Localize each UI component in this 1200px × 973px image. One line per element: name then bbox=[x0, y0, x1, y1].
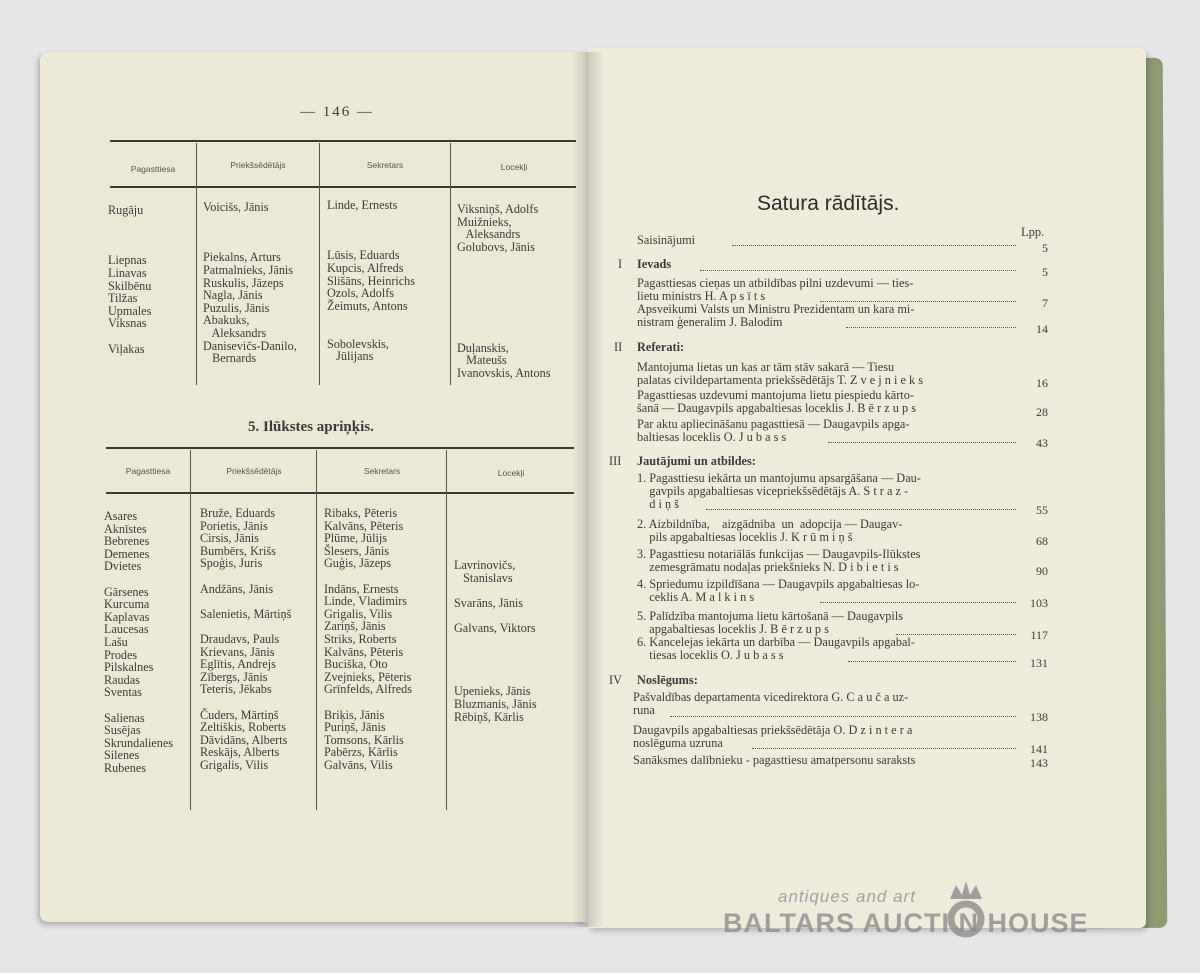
table-column-priekssedetajs: Bruže, Eduards Porietis, Jānis Cirsis, Jānis Bumbērs, Krišs Spoģis, Juris Andžāns, Jānis Salenietis, Mārtiņš Draudavs, Pauls Krievans, Jānis Eglītis, Andrejs Zībergs, Jānis Teteris, Jēkabs Čuders, Mārtiņš Zeltiškis, Roberts Dāvidāns, Alberts Reskājs, Alberts Grigalis, Vilis bbox=[200, 506, 292, 772]
dot-leader bbox=[848, 661, 1016, 662]
toc-entry-page: 5 bbox=[1042, 241, 1048, 255]
column-header-pagasttiesa: Pagasttiesa bbox=[125, 466, 171, 476]
toc-entry-page: 141 bbox=[1030, 742, 1048, 756]
section-title: 5. Ilūkstes apriņķis. bbox=[248, 419, 374, 435]
toc-entry-text: Sanāksmes dalībnieku - pagasttiesu amatpersonu saraksts bbox=[633, 753, 916, 767]
toc-entry-text: 4. Spriedumu izpildīšana — Daugavpils apgabaltiesas lo- ceklis A. M a l k i n s bbox=[637, 577, 920, 604]
toc-title: Satura rādītājs. bbox=[757, 192, 900, 215]
toc-entry-page: 103 bbox=[1030, 596, 1048, 610]
page-number: — 146 — bbox=[300, 104, 374, 120]
toc-entry-text: Mantojuma lietas un kas ar tām stāv sakarā — Tiesu palatas civildepartamenta priekšsēdētājs T. Z v e j n i e k s bbox=[637, 360, 924, 387]
book-gutter bbox=[572, 52, 604, 927]
toc-entry-page: 138 bbox=[1030, 710, 1048, 724]
dot-leader bbox=[670, 716, 1016, 717]
table-column-pagasttiesa: Asares Aknīstes Bebrenes Demenes Dvietes Gārsenes Kurcuma Kaplavas Laucesas Lašu Prodes Pilskalnes Raudas Sventas Salienas Susējas Skrundalienes Silenes Rubenes bbox=[104, 509, 174, 775]
left-page bbox=[40, 52, 588, 922]
table-column-pagasttiesa: Rugāju Liepnas Linavas Skilbēnu Tilžas Upmales Viksnas Viļakas bbox=[108, 203, 152, 356]
toc-entry-text: 3. Pagasttiesu notariālās funkcijas — Daugavpils-Ilūkstes zemesgrāmatu nodaļas priekšnieks N. D i b i e t i s bbox=[637, 547, 921, 574]
section-numeral: I bbox=[618, 257, 623, 271]
toc-entry-text: Saisinājumi bbox=[637, 233, 696, 247]
dot-leader bbox=[700, 270, 1016, 271]
section-numeral: III bbox=[609, 454, 622, 468]
column-divider bbox=[196, 143, 197, 385]
toc-entry-page: 90 bbox=[1036, 564, 1048, 578]
toc-entry-text: Pagasttiesas cieņas un atbildības pilni uzdevumi — ties- lietu ministrs H. A p s ī t s bbox=[637, 276, 914, 303]
dot-leader bbox=[828, 442, 1016, 443]
column-header-priekssedetajs: Priekšsēdētājs bbox=[226, 466, 282, 476]
toc-entry-text: Daugavpils apgabaltiesas priekšsēdētāja O. D z i n t e r a noslēguma uzruna bbox=[633, 723, 913, 750]
table-column-sekretars: Ribaks, Pēteris Kalvāns, Pēteris Plūme, Jūlijs Šlesers, Jānis Guģis, Jāzeps Indāns, Ernests Linde, Vladimirs Grigalis, Vilis Zariņš, Jānis Striks, Roberts Kalvāns, Pēteris Buciška, Oto Zvejnieks, Pēteris Grīnfelds, Alfreds Briķis, Jānis Puriņš, Jānis Tomsons, Kārlis Pabērzs, Kārlis Galvāns, Vilis bbox=[324, 506, 413, 772]
toc-entry-text: 1. Pagasttiesu iekārta un mantojumu apsargāšana — Dau- gavpils apgabaltiesas vicepriekšsēdētājs A. S t r a z - d i ņ š bbox=[637, 471, 921, 511]
toc-entry-text: Pagasttiesas uzdevumi mantojuma lietu piespiedu kārto- šanā — Daugavpils apgabaltiesas loceklis J. B ē r z u p s bbox=[637, 388, 917, 415]
toc-entry-page: 68 bbox=[1036, 534, 1048, 548]
table-column-sekretars: Linde, Ernests Lūsis, Eduards Kupcis, Alfreds Slišāns, Heinrichs Ozols, Adolfs Žeimuts, Antons Sobolevskis, Jūlijans bbox=[327, 198, 416, 364]
page-column-label: Lpp. bbox=[1021, 225, 1045, 239]
toc-entry-page: 16 bbox=[1036, 376, 1048, 390]
toc-entry-page: 5 bbox=[1042, 265, 1048, 279]
table-column-locekli: Lavrinovičs, Stanislavs Svarāns, Jānis Galvans, Viktors Upenieks, Jānis Bluzmanis, Jānis Rēbiņš, Kārlis bbox=[454, 558, 537, 724]
table-column-locekli: Viksniņš, Adolfs Muižnieks, Aleksandrs Golubovs, Jānis Duļanskis, Mateušs Ivanovskis, Antons bbox=[457, 202, 551, 380]
table-header-rule bbox=[106, 492, 574, 494]
column-header-sekretars: Sekretars bbox=[363, 466, 401, 476]
toc-entry-text: Pašvaldības departamenta vicedirektora G. C a u č a uz- runa bbox=[633, 690, 909, 717]
toc-entry-page: 14 bbox=[1036, 322, 1048, 336]
section-numeral: II bbox=[614, 340, 623, 354]
crown-logo-icon bbox=[946, 877, 986, 939]
column-header-pagasttiesa: Pagasttiesa bbox=[130, 164, 176, 174]
column-header-locekli: Locekļi bbox=[500, 162, 528, 172]
table-top-rule bbox=[106, 447, 574, 449]
toc-entry-page: 117 bbox=[1030, 628, 1048, 642]
toc-entry-text: 5. Palīdzība mantojuma lietu kārtošanā — Daugavpils apgabaltiesas loceklis J. B ē r z u p s bbox=[637, 609, 904, 636]
dot-leader bbox=[846, 327, 1016, 328]
dot-leader bbox=[752, 748, 1016, 749]
toc-entry-page: 131 bbox=[1030, 656, 1048, 670]
dot-leader bbox=[706, 509, 1016, 510]
toc-entry-text: Par aktu apliecināšanu pagasttiesā — Daugavpils apga- baltiesas loceklis O. J u b a s s bbox=[637, 417, 910, 444]
toc-entry-text: Referati: bbox=[637, 340, 685, 354]
toc-entry-text: Ievads bbox=[637, 257, 672, 271]
column-divider bbox=[450, 143, 451, 385]
toc-entry-text: Noslēgums: bbox=[637, 673, 698, 687]
toc-entry-text: 6. Kancelejas iekārta un darbība — Daugavpils apgabal- tiesas loceklis O. J u b a s s bbox=[637, 635, 915, 662]
toc-entry-text: 2. Aizbildnība, aizgādniba un adopcija — Daugav- pils apgabaltiesas loceklis J. K r ū m i ņ š bbox=[637, 517, 903, 544]
column-divider bbox=[316, 450, 317, 810]
toc-entry-text: Apsveikumi Valsts un Ministru Prezidentam un kara mi- nistram ģeneralim J. Balodim bbox=[637, 302, 915, 329]
toc-entry-page: 43 bbox=[1036, 436, 1048, 450]
section-numeral: IV bbox=[609, 673, 622, 687]
watermark-brand: BALTARS AUCTI N HOUSE bbox=[723, 908, 1089, 938]
table-column-priekssedetajs: Voicišs, Jānis Piekalns, Arturs Patmalnieks, Jānis Ruskulis, Jāzeps Nagla, Jānis Puzulis, Jānis Abakuks, Aleksandrs Danisevičs-Danilo, Bernards bbox=[203, 200, 297, 366]
column-divider bbox=[319, 143, 320, 385]
table-top-rule bbox=[110, 140, 576, 142]
table-header-rule bbox=[110, 186, 576, 188]
toc-entry-page: 55 bbox=[1036, 503, 1048, 517]
toc-entry-page: 143 bbox=[1030, 756, 1048, 770]
column-header-priekssedetajs: Priekšsēdētājs bbox=[230, 160, 286, 170]
toc-entry-page: 7 bbox=[1042, 296, 1048, 310]
watermark-tagline: antiques and art bbox=[778, 887, 916, 906]
toc-entry-page: 28 bbox=[1036, 405, 1048, 419]
column-divider bbox=[190, 450, 191, 810]
column-header-sekretars: Sekretars bbox=[366, 160, 404, 170]
dot-leader bbox=[732, 245, 1016, 246]
column-header-locekli: Locekļi bbox=[497, 468, 525, 478]
toc-entry-text: Jautājumi un atbildes: bbox=[637, 454, 756, 468]
column-divider bbox=[446, 450, 447, 810]
dot-leader bbox=[820, 602, 1016, 603]
